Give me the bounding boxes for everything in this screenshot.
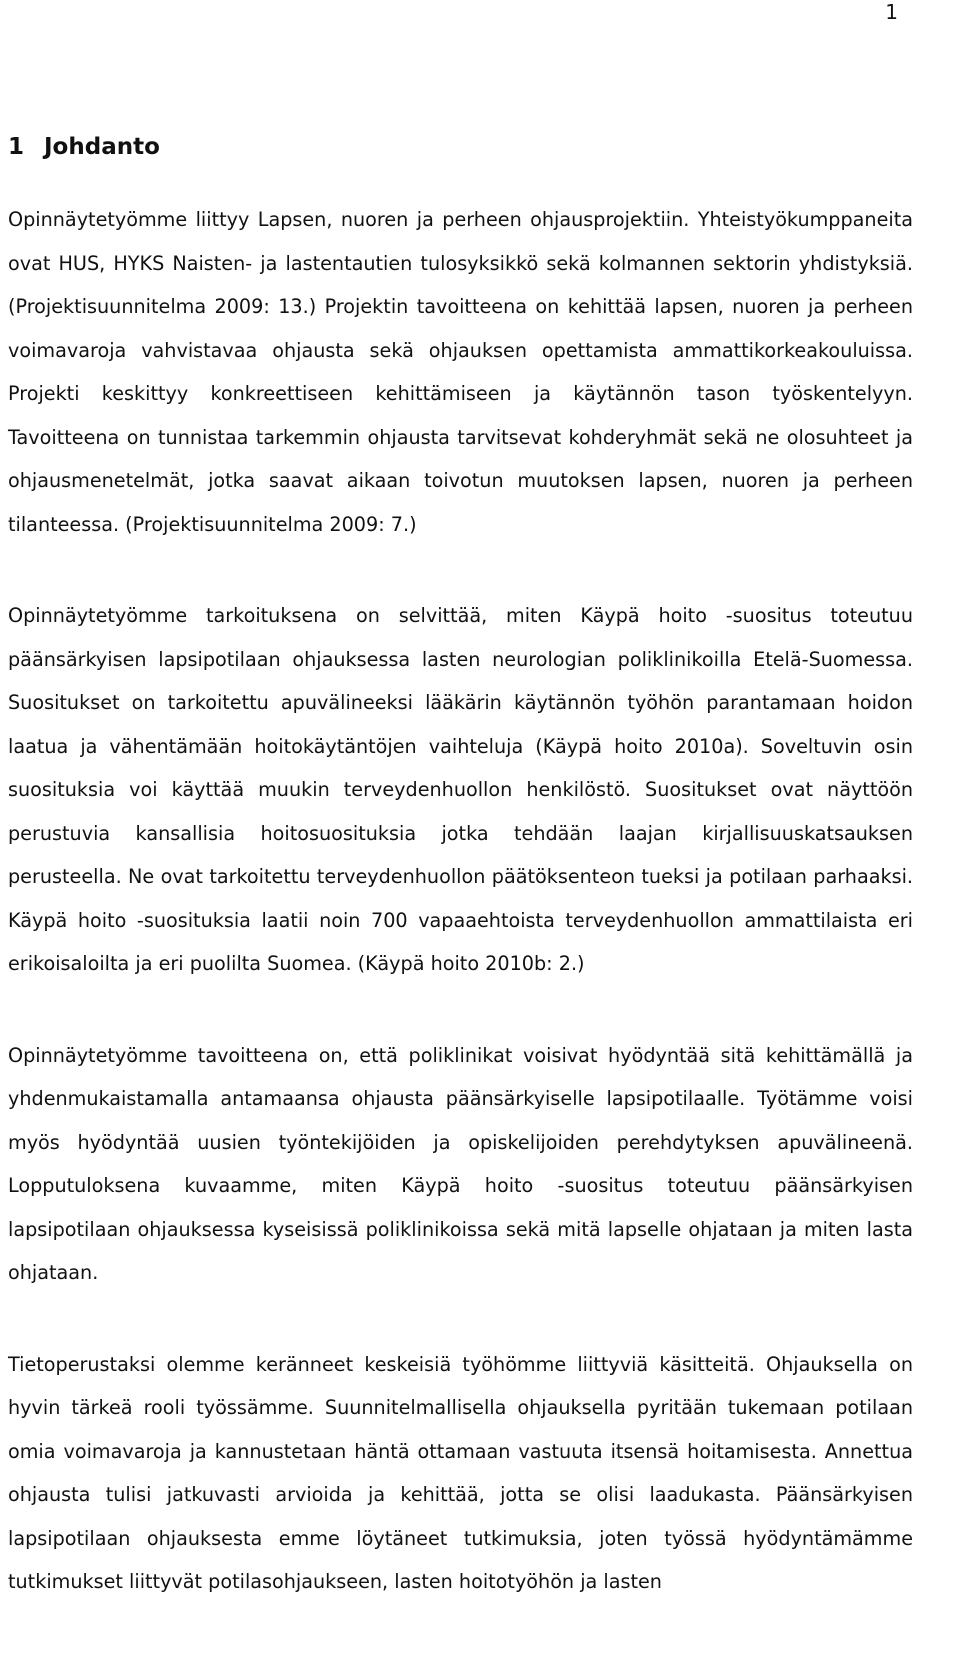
paragraph-2: Opinnäytetyömme tarkoituksena on selvittää, miten Käypä hoito -suositus toteutuu päänsärkyisen lapsipotilaan ohjauksessa lasten neurologian poliklinikoilla Etelä-Suomessa. Suositukset on tarkoitettu apuvälineeksi lääkärin käytännön työhön parantamaan hoidon laatua ja vähentämään hoitokäytäntöjen vaihteluja (Käypä hoito 2010a). Soveltuvin osin suosituksia voi käyttää muukin terveydenhuollon henkilöstö. Suositukset ovat näyttöön perustuvia kansallisia hoitosuosituksia jotka tehdään laajan kirjallisuuskatsauksen perusteella. Ne ovat tarkoitettu terveydenhuollon päätöksenteon tueksi ja potilaan parhaaksi. Käypä hoito -suosituksia laatii noin 700 vapaaehtoista terveydenhuollon ammattilaista eri erikoisaloilta ja eri puolilta Suomea. (Käypä hoito 2010b: 2.) [8, 604, 913, 975]
body-text [8, 198, 913, 1652]
paragraph-3: Opinnäytetyömme tavoitteena on, että poliklinikat voisivat hyödyntää sitä kehittämällä ja yhdenmukaistamalla antamaansa ohjausta päänsärkyiselle lapsipotilaalle. Työtämme voisi myös hyödyntää uusien työntekijöiden ja opiskelijoiden perehdytyksen apuvälineenä. Lopputuloksena kuvaamme, miten Käypä hoito -suositus toteutuu päänsärkyisen lapsipotilaan ohjauksessa kyseisissä poliklinikoissa sekä mitä lapselle ohjataan ja miten lasta ohjataan. [8, 1043, 913, 1284]
chapter-number: 1 [8, 134, 25, 160]
chapter-title: Johdanto [44, 134, 160, 160]
chapter-heading [8, 136, 160, 159]
paragraph-4: Tietoperustaksi olemme keränneet keskeisiä työhömme liittyviä käsitteitä. Ohjauksella on hyvin tärkeä rooli työssämme. Suunnitelmallisella ohjauksella pyritään tukemaan potilaan omia voimavaroja ja kannustetaan häntä ottamaan vastuuta itsensä hoitamisesta. Annettua ohjausta tulisi jatkuvasti arvioida ja kehittää, jotta se olisi laadukasta. Päänsärkyisen lapsipotilaan ohjauksesta emme löytäneet tutkimuksia, joten työssä hyödyntämämme tutkimukset liittyvät potilasohjaukseen, lasten hoitotyöhön ja lasten [8, 1352, 913, 1593]
paragraph-1: Opinnäytetyömme liittyy Lapsen, nuoren ja perheen ohjausprojektiin. Yhteistyökumppaneita ovat HUS, HYKS Naisten- ja lastentautien tulosyksikkö sekä kolmannen sektorin yhdistyksiä. (Projektisuunnitelma 2009: 13.) Projektin tavoitteena on kehittää lapsen, nuoren ja perheen voimavaroja vahvistavaa ohjausta sekä ohjauksen opettamista ammattikorkeakouluissa. Projekti keskittyy konkreettiseen kehittämiseen ja käytännön tason työskentelyyn. Tavoitteena on tunnistaa tarkemmin ohjausta tarvitsevat kohderyhmät sekä ne olosuhteet ja ohjausmenetelmät, jotka saavat aikaan toivotun muutoksen lapsen, nuoren ja perheen tilanteessa. (Projektisuunnitelma 2009: 7.) [8, 208, 913, 536]
page-number: 1 [885, 0, 898, 24]
